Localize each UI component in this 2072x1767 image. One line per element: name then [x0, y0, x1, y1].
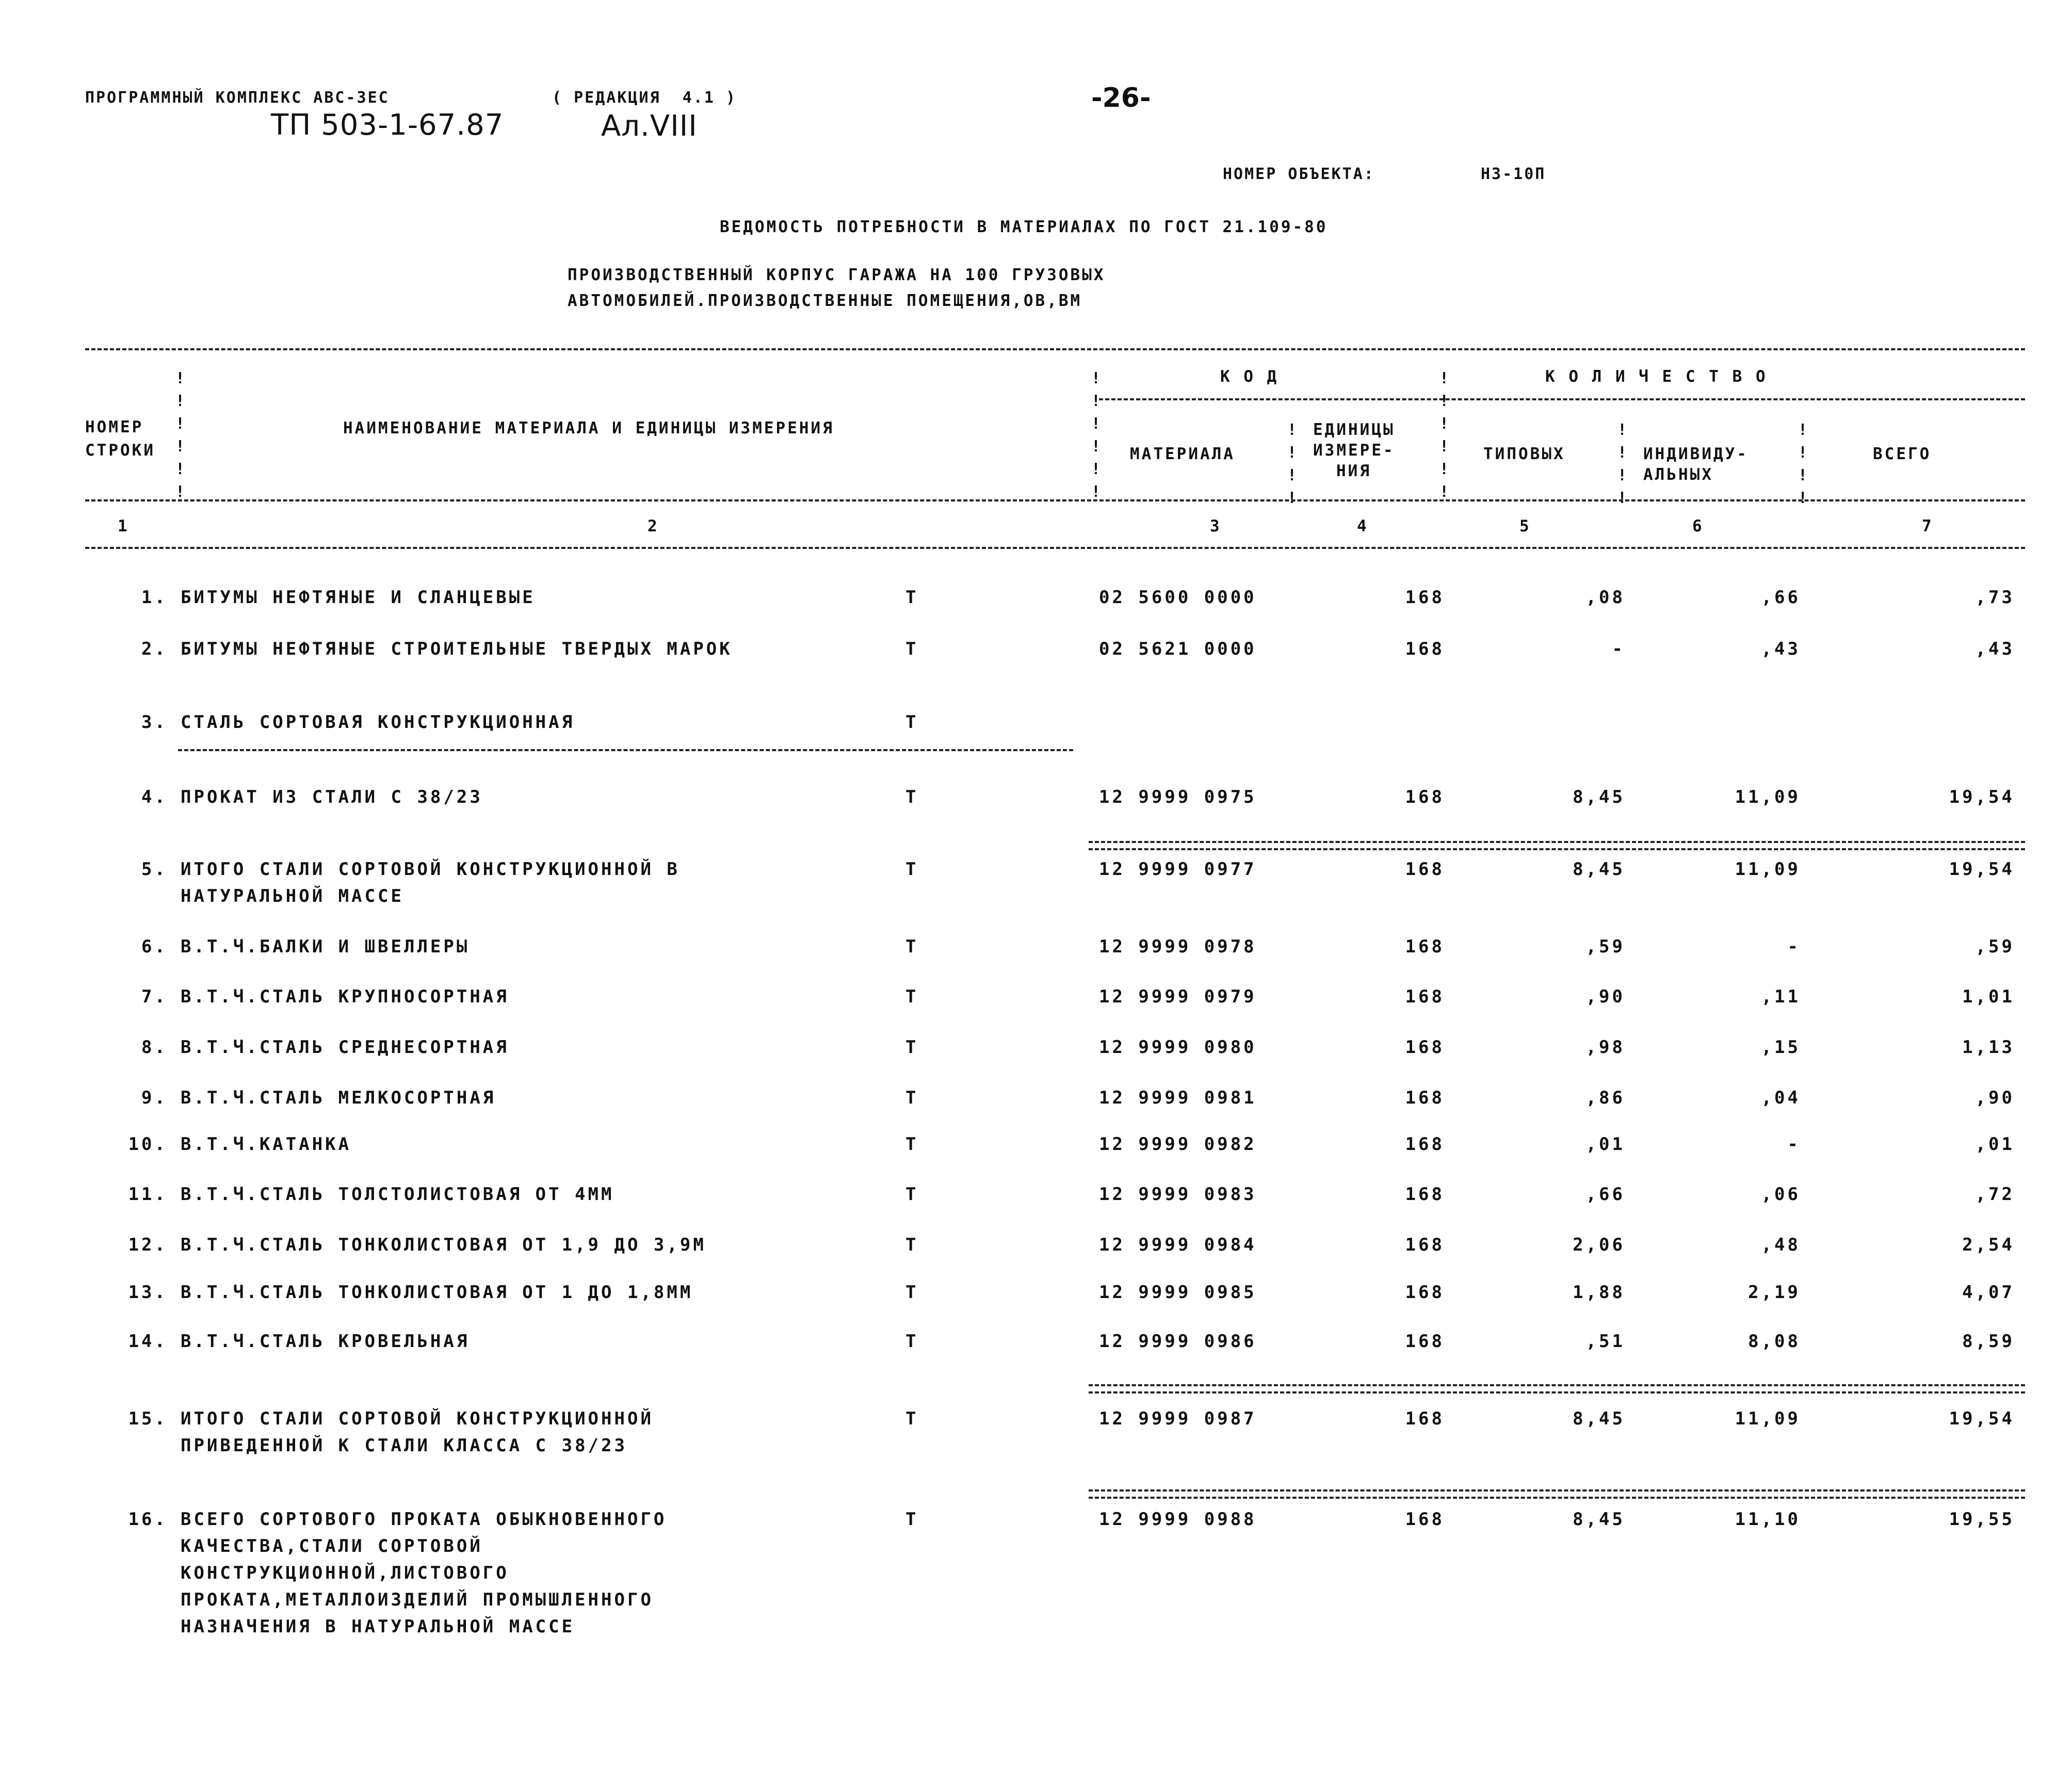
page-number: -26-: [1091, 83, 1151, 114]
unit-of-measure: Т: [905, 1408, 919, 1429]
unit-of-measure: Т: [905, 787, 919, 807]
material-code: 02 5621 0000: [1099, 639, 1257, 659]
typical-quantity: 2,06: [1573, 1235, 1625, 1255]
unit-of-measure: Т: [905, 587, 919, 608]
typical-quantity: ,90: [1585, 986, 1625, 1007]
individual-quantity: ,66: [1761, 587, 1801, 608]
row-number: 6.: [141, 936, 168, 957]
typical-quantity: 8,45: [1573, 1509, 1625, 1530]
header-individual-1: ИНДИВИДУ-: [1643, 445, 1749, 463]
unit-of-measure: Т: [905, 1282, 919, 1303]
material-name: В.Т.Ч.СТАЛЬ МЕЛКОСОРТНАЯ: [181, 1088, 496, 1108]
header-material-code: МАТЕРИАЛА: [1130, 445, 1235, 463]
material-name: БИТУМЫ НЕФТЯНЫЕ И СЛАНЦЕВЫЕ: [181, 587, 536, 608]
unit-code: 168: [1405, 1331, 1445, 1352]
unit-of-measure: Т: [905, 1235, 919, 1255]
material-name: В.Т.Ч.СТАЛЬ СРЕДНЕСОРТНАЯ: [181, 1037, 509, 1058]
statement-title: ВЕДОМОСТЬ ПОТРЕБНОСТИ В МАТЕРИАЛАХ ПО ГОСТ 21.109-80: [720, 218, 1328, 236]
total-separator: [1089, 841, 2025, 850]
total-quantity: 8,59: [1962, 1331, 2015, 1352]
column-number: 2: [648, 517, 659, 536]
unit-of-measure: Т: [905, 1184, 919, 1205]
individual-quantity: ,48: [1761, 1235, 1801, 1255]
individual-quantity: 11,09: [1735, 1408, 1801, 1429]
unit-of-measure: Т: [905, 1088, 919, 1108]
total-quantity: ,72: [1975, 1184, 2015, 1205]
header-unit-3: НИЯ: [1336, 462, 1371, 480]
unit-of-measure: Т: [905, 1331, 919, 1352]
header-unit-1: ЕДИНИЦЫ: [1313, 420, 1395, 439]
material-code: 12 9999 0984: [1099, 1235, 1257, 1255]
total-separator: [1089, 1384, 2025, 1393]
material-name: ПРОКАТ ИЗ СТАЛИ С 38/23: [181, 787, 483, 807]
row-number: 13.: [128, 1282, 168, 1303]
individual-quantity: 11,09: [1735, 787, 1801, 807]
individual-quantity: -: [1787, 936, 1801, 957]
unit-code: 168: [1405, 1235, 1445, 1255]
total-quantity: 2,54: [1962, 1235, 2015, 1255]
unit-code: 168: [1405, 859, 1445, 880]
header-unit-2: ИЗМЕРЕ-: [1313, 441, 1395, 460]
header-total: ВСЕГО: [1873, 445, 1932, 463]
row-number: 15.: [128, 1408, 168, 1429]
header-separator: ! ! ! !: [1798, 421, 1808, 507]
material-code: 12 9999 0983: [1099, 1184, 1257, 1205]
unit-of-measure: Т: [905, 936, 919, 957]
material-code: 12 9999 0977: [1099, 859, 1257, 880]
material-name: ИТОГО СТАЛИ СОРТОВОЙ КОНСТРУКЦИОННОЙ В НАТУРАЛЬНОЙ МАССЕ: [181, 859, 680, 906]
total-quantity: 4,07: [1962, 1282, 2015, 1303]
unit-code: 168: [1405, 1509, 1445, 1530]
material-code: 12 9999 0979: [1099, 986, 1257, 1007]
material-name: СТАЛЬ СОРТОВАЯ КОНСТРУКЦИОННАЯ: [181, 712, 575, 733]
document-code: ТП 503-1-67.87: [271, 108, 504, 142]
column-number: 4: [1357, 517, 1369, 536]
total-quantity: 19,54: [1949, 1408, 2015, 1429]
individual-quantity: -: [1787, 1134, 1801, 1155]
subtitle-line-1: ПРОИЗВОДСТВЕННЫЙ КОРПУС ГАРАЖА НА 100 ГРУЗОВЫХ: [568, 266, 1106, 284]
typical-quantity: -: [1612, 639, 1625, 659]
unit-of-measure: Т: [905, 859, 919, 880]
typical-quantity: ,01: [1585, 1134, 1625, 1155]
unit-code: 168: [1405, 1408, 1445, 1429]
row-number: 16.: [128, 1509, 168, 1530]
header-separator: ! ! ! !: [1287, 421, 1297, 507]
typical-quantity: ,98: [1585, 1037, 1625, 1058]
unit-code: 168: [1405, 1282, 1445, 1303]
total-quantity: 19,55: [1949, 1509, 2015, 1530]
unit-code: 168: [1405, 1037, 1445, 1058]
individual-quantity: ,06: [1761, 1184, 1801, 1205]
row-number: 5.: [141, 859, 168, 880]
material-code: 02 5600 0000: [1099, 587, 1257, 608]
unit-code: 168: [1405, 1184, 1445, 1205]
header-row-number-2: СТРОКИ: [85, 441, 155, 460]
row-number: 12.: [128, 1235, 168, 1255]
total-quantity: 1,01: [1962, 986, 2015, 1007]
header-typical: ТИПОВЫХ: [1483, 445, 1565, 463]
row-number: 9.: [141, 1088, 168, 1108]
row-number: 11.: [128, 1184, 168, 1205]
header-row-number-1: НОМЕР: [85, 418, 144, 436]
total-quantity: 19,54: [1949, 859, 2015, 880]
material-code: 12 9999 0986: [1099, 1331, 1257, 1352]
total-quantity: 1,13: [1962, 1037, 2015, 1058]
unit-code: 168: [1405, 639, 1445, 659]
object-number-label: НОМЕР ОБЪЕКТА:: [1223, 165, 1375, 183]
typical-quantity: 8,45: [1573, 787, 1625, 807]
unit-of-measure: Т: [905, 1037, 919, 1058]
material-name: В.Т.Ч.БАЛКИ И ШВЕЛЛЕРЫ: [181, 936, 470, 957]
typical-quantity: ,59: [1585, 936, 1625, 957]
individual-quantity: ,11: [1761, 986, 1801, 1007]
unit-code: 168: [1405, 787, 1445, 807]
row-number: 14.: [128, 1331, 168, 1352]
material-code: 12 9999 0975: [1099, 787, 1257, 807]
unit-of-measure: Т: [905, 712, 919, 733]
typical-quantity: 1,88: [1573, 1282, 1625, 1303]
individual-quantity: 8,08: [1748, 1331, 1801, 1352]
material-name: ВСЕГО СОРТОВОГО ПРОКАТА ОБЫКНОВЕННОГО КАЧЕСТВА,СТАЛИ СОРТОВОЙ КОНСТРУКЦИОННОЙ,ЛИСТОВОГО ПРОКАТА,МЕТАЛЛОИЗДЕЛИЙ ПРОМЫШЛЕННОГО НАЗНАЧЕНИЯ В НАТУРАЛЬНОЙ МАССЕ: [181, 1509, 667, 1637]
column-number-rule: [85, 547, 2025, 549]
material-code: 12 9999 0978: [1099, 936, 1257, 957]
material-name: В.Т.Ч.СТАЛЬ КРОВЕЛЬНАЯ: [181, 1331, 470, 1352]
row-number: 1.: [141, 587, 168, 608]
unit-code: 168: [1405, 1088, 1445, 1108]
header-material-name: НАИМЕНОВАНИЕ МАТЕРИАЛА И ЕДИНИЦЫ ИЗМЕРЕНИЯ: [343, 419, 834, 437]
individual-quantity: ,15: [1761, 1037, 1801, 1058]
header-separator: ! ! ! ! ! !: [1439, 369, 1449, 501]
individual-quantity: ,43: [1761, 639, 1801, 659]
unit-of-measure: Т: [905, 986, 919, 1007]
individual-quantity: 11,09: [1735, 859, 1801, 880]
typical-quantity: ,66: [1585, 1184, 1625, 1205]
material-code: 12 9999 0985: [1099, 1282, 1257, 1303]
program-name: ПРОГРАММНЫЙ КОМПЛЕКС АВС-ЗЕС: [85, 89, 390, 107]
unit-code: 168: [1405, 587, 1445, 608]
material-name: В.Т.Ч.СТАЛЬ ТОЛСТОЛИСТОВАЯ ОТ 4ММ: [181, 1184, 614, 1205]
material-name: В.Т.Ч.СТАЛЬ КРУПНОСОРТНАЯ: [181, 986, 509, 1007]
object-number: НЗ-10П: [1481, 165, 1546, 183]
total-quantity: ,90: [1975, 1088, 2015, 1108]
album-number: Ал.VIII: [601, 109, 698, 143]
total-quantity: ,59: [1975, 936, 2015, 957]
row-number: 8.: [141, 1037, 168, 1058]
unit-of-measure: Т: [905, 1134, 919, 1155]
row-number: 10.: [128, 1134, 168, 1155]
unit-code: 168: [1405, 1134, 1445, 1155]
individual-quantity: 11,10: [1735, 1509, 1801, 1530]
header-bottom-rule: [85, 499, 2025, 501]
material-code: 12 9999 0982: [1099, 1134, 1257, 1155]
typical-quantity: ,86: [1585, 1088, 1625, 1108]
header-top-rule: [85, 348, 2025, 350]
total-separator: [1089, 1489, 2025, 1499]
column-number: 7: [1922, 517, 1934, 536]
unit-of-measure: Т: [905, 639, 919, 659]
row-number: 4.: [141, 787, 168, 807]
typical-quantity: 8,45: [1573, 1408, 1625, 1429]
material-code: 12 9999 0988: [1099, 1509, 1257, 1530]
unit-of-measure: Т: [905, 1509, 919, 1530]
header-separator: ! ! ! ! ! !: [175, 369, 185, 501]
header-mid-rule: [1099, 398, 2025, 400]
header-individual-2: АЛЬНЫХ: [1643, 465, 1713, 484]
column-number: 5: [1519, 517, 1531, 536]
typical-quantity: ,51: [1585, 1331, 1625, 1352]
header-quantity-group: К О Л И Ч Е С Т В О: [1545, 367, 1768, 386]
material-name: В.Т.Ч.СТАЛЬ ТОНКОЛИСТОВАЯ ОТ 1,9 ДО 3,9М: [181, 1235, 706, 1255]
row-number: 3.: [141, 712, 168, 733]
material-name: ИТОГО СТАЛИ СОРТОВОЙ КОНСТРУКЦИОННОЙ ПРИВЕДЕННОЙ К СТАЛИ КЛАССА С 38/23: [181, 1408, 654, 1456]
typical-quantity: 8,45: [1573, 859, 1625, 880]
row-separator: [178, 749, 1073, 751]
total-quantity: ,73: [1975, 587, 2015, 608]
total-quantity: ,01: [1975, 1134, 2015, 1155]
typical-quantity: ,08: [1585, 587, 1625, 608]
unit-code: 168: [1405, 936, 1445, 957]
total-quantity: ,43: [1975, 639, 2015, 659]
header-separator: ! ! ! !: [1617, 421, 1627, 507]
total-quantity: 19,54: [1949, 787, 2015, 807]
material-code: 12 9999 0981: [1099, 1088, 1257, 1108]
column-number: 6: [1692, 517, 1704, 536]
column-number: 1: [118, 517, 130, 536]
individual-quantity: 2,19: [1748, 1282, 1801, 1303]
material-code: 12 9999 0980: [1099, 1037, 1257, 1058]
header-code-group: К О Д: [1220, 367, 1279, 386]
header-separator: ! ! ! ! ! !: [1091, 369, 1101, 501]
material-name: В.Т.Ч.СТАЛЬ ТОНКОЛИСТОВАЯ ОТ 1 ДО 1,8ММ: [181, 1282, 693, 1303]
subtitle-line-2: АВТОМОБИЛЕЙ.ПРОИЗВОДСТВЕННЫЕ ПОМЕЩЕНИЯ,ОВ,ВМ: [568, 291, 1082, 310]
row-number: 2.: [141, 639, 168, 659]
row-number: 7.: [141, 986, 168, 1007]
column-number: 3: [1210, 517, 1222, 536]
edition-label: ( РЕДАКЦИЯ 4.1 ): [552, 89, 737, 107]
material-name: В.Т.Ч.КАТАНКА: [181, 1134, 352, 1155]
material-code: 12 9999 0987: [1099, 1408, 1257, 1429]
individual-quantity: ,04: [1761, 1088, 1801, 1108]
material-name: БИТУМЫ НЕФТЯНЫЕ СТРОИТЕЛЬНЫЕ ТВЕРДЫХ МАРОК: [181, 639, 733, 659]
unit-code: 168: [1405, 986, 1445, 1007]
